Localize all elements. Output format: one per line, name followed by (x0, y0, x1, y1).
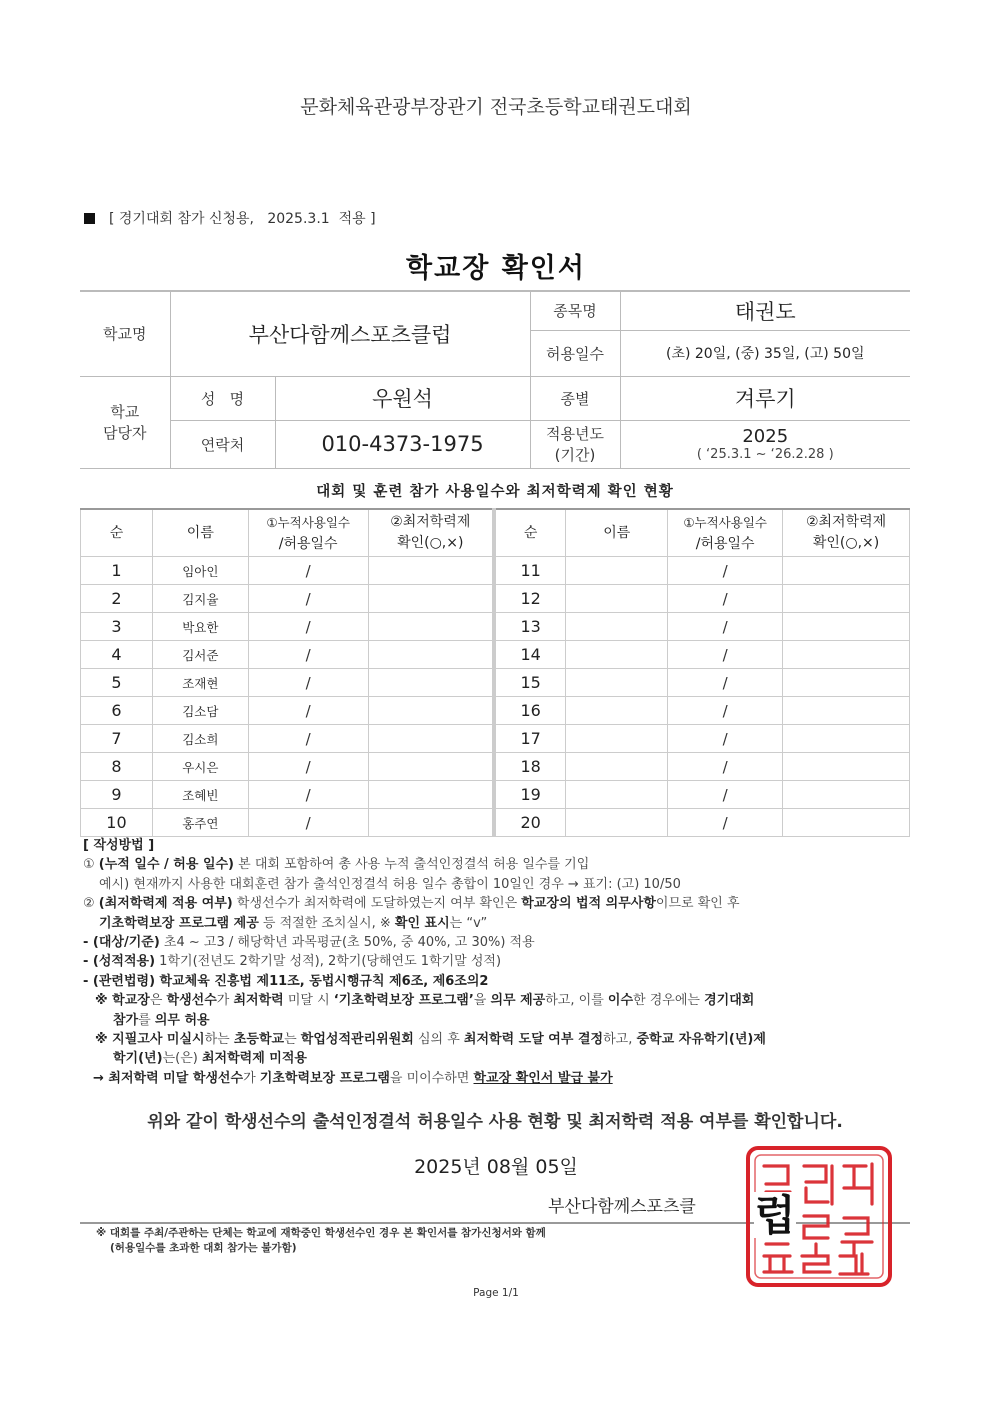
manager-name-value: 우원석 (275, 376, 530, 420)
roster-no: 17 (494, 725, 566, 753)
col-no-header: 순 (81, 509, 153, 557)
footnote (96, 1226, 756, 1256)
confirmation-statement: 위와 같이 학생선수의 출석인정결석 허용일수 사용 현황 및 최저학력 적용 여부를 확인합니다. (147, 1112, 843, 1132)
roster-no: 20 (494, 809, 566, 837)
days-used-cell: / (248, 669, 368, 697)
roster-no: 6 (81, 697, 153, 725)
roster-name (566, 669, 668, 697)
days-used-cell: / (668, 669, 783, 697)
roster-name: 우시은 (152, 753, 248, 781)
roster-row (81, 585, 910, 613)
event-title: 문화체육관광부장관기 전국초등학교태권도대회 (300, 96, 692, 118)
roster-name (566, 557, 668, 585)
bullet-square-icon (84, 213, 95, 224)
days-used-cell: / (248, 781, 368, 809)
roster-name (566, 781, 668, 809)
writing-instructions (83, 836, 913, 1088)
days-used-cell: / (668, 613, 783, 641)
instruction-line: 기초학력보장 프로그램 제공 등 적절한 조치실시, ※ 확인 표시는 “v” (99, 915, 488, 931)
min-academic-check-cell (783, 781, 910, 809)
min-academic-check-cell (368, 613, 494, 641)
min-academic-check-cell (783, 585, 910, 613)
min-academic-check-cell (368, 809, 494, 837)
roster-row (81, 557, 910, 585)
col-no-header: 순 (494, 509, 566, 557)
signer-name: 부산다함께스포츠클 (548, 1197, 696, 1217)
days-used-cell: / (668, 809, 783, 837)
roster-no: 1 (81, 557, 153, 585)
contact-value: 010-4373-1975 (275, 420, 530, 468)
days-used-cell: / (248, 697, 368, 725)
roster-name: 홍주연 (152, 809, 248, 837)
instruction-line: - (성적적용) 1학기(전년도 2학기말 성적), 2학기(당해연도 1학기말 성적) (83, 954, 502, 970)
col-check-header: ②최저학력제 확인(○,×) (368, 509, 494, 557)
footnote-line: (허용일수를 초과한 대회 참가는 불가함) (110, 1242, 297, 1254)
min-academic-check-cell (368, 753, 494, 781)
days-used-cell: / (248, 753, 368, 781)
roster-row (81, 753, 910, 781)
min-academic-check-cell (368, 725, 494, 753)
year-cell (620, 420, 910, 468)
roster-no: 10 (81, 809, 153, 837)
school-label: 학교명 (80, 291, 170, 376)
roster-header-row (81, 509, 910, 557)
min-academic-check-cell (783, 725, 910, 753)
roster-name: 김소희 (152, 725, 248, 753)
instruction-line: 학기(년)는(은) 최저학력제 미적용 (113, 1051, 307, 1067)
roster-name (566, 809, 668, 837)
roster-no: 12 (494, 585, 566, 613)
school-value: 부산다함께스포츠클럽 (170, 291, 530, 376)
min-academic-check-cell (783, 613, 910, 641)
roster-row (81, 781, 910, 809)
apply-note-text: [ 경기대회 참가 신청용, 2025.3.1 적용 ] (109, 211, 376, 227)
roster-name: 김지율 (152, 585, 248, 613)
roster-section-title: 대회 및 훈련 참가 사용일수와 최저학력제 확인 현황 (316, 484, 674, 500)
roster-row (81, 613, 910, 641)
instruction-line: ※ 학교장은 학생선수가 최저학력 미달 시 ‘기초학력보장 프로그램’을 의무 제공하고, 이를 이수한 경우에는 경기대회 (95, 993, 755, 1009)
roster-no: 4 (81, 641, 153, 669)
category-value: 겨루기 (620, 376, 910, 420)
days-used-cell: / (668, 697, 783, 725)
instruction-line: ② (최저학력제 적용 여부) 학생선수가 최저학력에 도달하였는지 여부 확인은 학교장의 법적 의무사항이므로 확인 후 (83, 896, 740, 912)
col-days-header: ①누적사용일수 /허용일수 (668, 509, 783, 557)
days-used-cell: / (668, 753, 783, 781)
days-used-cell: / (248, 557, 368, 585)
roster-name (566, 613, 668, 641)
event-value: 태권도 (620, 291, 910, 330)
roster-name: 박요한 (152, 613, 248, 641)
days-used-cell: / (248, 613, 368, 641)
roster-name: 조혜빈 (152, 781, 248, 809)
min-academic-check-cell (368, 697, 494, 725)
instruction-line: ※ 지필고사 미실시하는 초등학교는 학업성적관리위원회 심의 후 최저학력 도달 여부 결정하고, 중학교 자유학기(년)제 (95, 1032, 766, 1048)
roster-no: 15 (494, 669, 566, 697)
roster-no: 16 (494, 697, 566, 725)
min-academic-check-cell (783, 753, 910, 781)
roster-name (566, 585, 668, 613)
days-used-cell: / (248, 641, 368, 669)
days-used-cell: / (248, 725, 368, 753)
footnote-line: ※ 대회를 주최/주관하는 단체는 학교에 재학중인 학생선수인 경우 본 확인서를 참가신청서와 함께 (96, 1227, 546, 1239)
contact-label: 연락처 (170, 420, 275, 468)
roster-no: 3 (81, 613, 153, 641)
issue-date: 2025년 08월 05일 (414, 1156, 578, 1178)
roster-name (566, 697, 668, 725)
apply-note (84, 208, 376, 228)
roster-name (566, 725, 668, 753)
roster-no: 5 (81, 669, 153, 697)
roster-no: 11 (494, 557, 566, 585)
year-value: 2025 (742, 426, 789, 447)
instruction-line: - (대상/기준) 초4 ~ 고3 / 해당학년 과목평균(초 50%, 중 40%, 고 30%) 적용 (83, 935, 535, 951)
info-table (80, 290, 910, 469)
min-academic-check-cell (368, 557, 494, 585)
official-seal-stamp (744, 1144, 894, 1289)
seal-overlay-char: 럽 (754, 1191, 796, 1240)
instruction-line: - (관련법령) 학교체육 진흥법 제11조, 동법시행규칙 제6조, 제6조의2 (83, 973, 489, 989)
category-label: 종별 (530, 376, 620, 420)
roster-name (566, 753, 668, 781)
roster-row (81, 641, 910, 669)
roster-no: 19 (494, 781, 566, 809)
roster-row (81, 697, 910, 725)
year-label: 적용년도 (기간) (530, 420, 620, 468)
min-academic-check-cell (368, 641, 494, 669)
allowed-days-label: 허용일수 (530, 330, 620, 376)
instructions-heading: [ 작성방법 ] (83, 838, 155, 853)
col-days-header: ①누적사용일수 /허용일수 (248, 509, 368, 557)
roster-no: 18 (494, 753, 566, 781)
instruction-line: 예시) 현재까지 사용한 대회훈련 참가 출석인정결석 허용 일수 총합이 10일인 경우 → 표기: (고) 10/50 (99, 876, 681, 892)
days-used-cell: / (668, 557, 783, 585)
min-academic-check-cell (783, 641, 910, 669)
min-academic-check-cell (368, 669, 494, 697)
roster-table (80, 508, 910, 837)
year-period: ( ‘25.3.1 ~ ‘26.2.28 ) (696, 447, 834, 462)
roster-name: 임아인 (152, 557, 248, 585)
days-used-cell: / (668, 585, 783, 613)
name-label: 성 명 (170, 376, 275, 420)
days-used-cell: / (668, 641, 783, 669)
roster-no: 7 (81, 725, 153, 753)
event-label: 종목명 (530, 291, 620, 330)
min-academic-check-cell (783, 557, 910, 585)
roster-no: 2 (81, 585, 153, 613)
days-used-cell: / (668, 725, 783, 753)
days-used-cell: / (248, 585, 368, 613)
roster-name: 조재현 (152, 669, 248, 697)
min-academic-check-cell (783, 669, 910, 697)
roster-no: 8 (81, 753, 153, 781)
min-academic-check-cell (783, 809, 910, 837)
roster-name (566, 641, 668, 669)
allowed-days-value: (초) 20일, (중) 35일, (고) 50일 (620, 330, 910, 376)
col-name-header: 이름 (152, 509, 248, 557)
instruction-line: → 최저학력 미달 학생선수가 기초학력보장 프로그램을 미이수하면 학교장 확인서 발급 불가 (93, 1070, 613, 1086)
col-check-header: ②최저학력제 확인(○,×) (783, 509, 910, 557)
roster-name: 김소담 (152, 697, 248, 725)
roster-name: 김서준 (152, 641, 248, 669)
instruction-line: 참가를 의무 허용 (113, 1012, 210, 1028)
page-number: Page 1/1 (473, 1287, 519, 1299)
min-academic-check-cell (783, 697, 910, 725)
document-title: 학교장 확인서 (406, 253, 586, 284)
roster-row (81, 669, 910, 697)
roster-row (81, 809, 910, 837)
roster-no: 14 (494, 641, 566, 669)
manager-label: 학교 담당자 (80, 376, 170, 468)
roster-no: 13 (494, 613, 566, 641)
roster-row (81, 725, 910, 753)
roster-no: 9 (81, 781, 153, 809)
min-academic-check-cell (368, 781, 494, 809)
days-used-cell: / (668, 781, 783, 809)
instruction-line: ① (누적 일수 / 허용 일수) 본 대회 포함하여 총 사용 누적 출석인정결석 허용 일수를 기입 (83, 857, 590, 873)
days-used-cell: / (248, 809, 368, 837)
col-name-header: 이름 (566, 509, 668, 557)
min-academic-check-cell (368, 585, 494, 613)
